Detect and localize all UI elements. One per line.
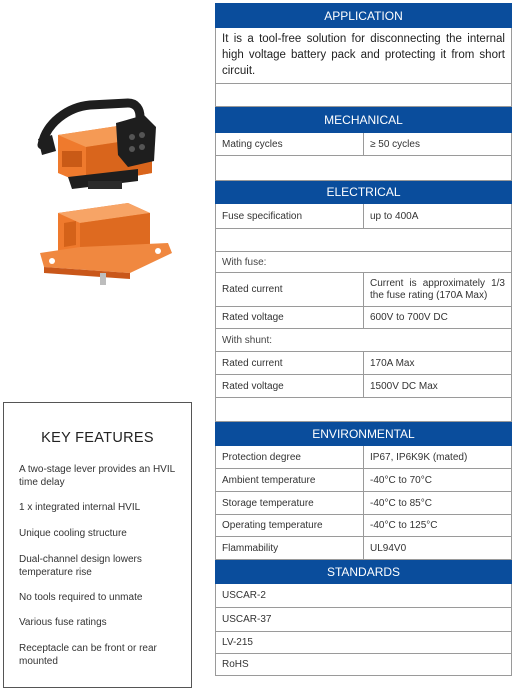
electrical-header: ELECTRICAL [216,181,512,204]
shunt-rated-voltage-label: Rated voltage [216,375,364,398]
empty-row [216,84,512,107]
protection-degree-value: IP67, IP6K9K (mated) [364,446,512,469]
key-features-box [3,402,192,688]
application-header: APPLICATION [216,4,512,28]
standard-item: LV-215 [216,632,512,654]
empty-row [216,229,512,252]
protection-degree-label: Protection degree [216,446,364,469]
feature-item: No tools required to unmate [19,592,143,603]
feature-item: Unique cooling structure [19,528,127,539]
fuse-rated-voltage-label: Rated voltage [216,307,364,329]
connector-product-image [28,95,178,305]
standard-item: USCAR-37 [216,608,512,632]
flammability-value: UL94V0 [364,537,512,560]
fuse-rated-current-value: Current is approximately 1/3 the fuse rating (170A Max) [364,273,512,307]
shunt-rated-current-value: 170A Max [364,352,512,375]
fuse-rated-voltage-value: 600V to 700V DC [364,307,512,329]
key-features-title: KEY FEATURES [41,430,154,446]
fuse-rated-current-label: Rated current [216,273,364,307]
specification-table [215,3,512,676]
standards-header: STANDARDS [216,560,512,584]
application-text: It is a tool-free solution for disconnecting the internal high voltage battery pack and protecting it from short circuit. [216,28,512,84]
feature-item: 1 x integrated internal HVIL [19,502,141,513]
ambient-temperature-value: -40°C to 70°C [364,469,512,492]
mating-cycles-value: ≥ 50 cycles [364,133,512,156]
standard-item: RoHS [216,654,512,676]
ambient-temperature-label: Ambient temperature [216,469,364,492]
storage-temperature-label: Storage temperature [216,492,364,515]
empty-row [216,398,512,422]
standard-item: USCAR-2 [216,584,512,608]
feature-item: Various fuse ratings [19,617,107,628]
with-fuse-label: With fuse: [216,252,512,273]
feature-item: Receptacle can be front or rear mounted [19,643,157,667]
feature-item: A two-stage lever provides an HVIL time delay [19,464,175,488]
fuse-spec-value: up to 400A [364,204,512,229]
with-shunt-label: With shunt: [216,329,512,352]
operating-temperature-value: -40°C to 125°C [364,515,512,537]
mechanical-header: MECHANICAL [216,107,512,133]
environmental-header: ENVIRONMENTAL [216,422,512,446]
fuse-spec-label: Fuse specification [216,204,364,229]
operating-temperature-label: Operating temperature [216,515,364,537]
flammability-label: Flammability [216,537,364,560]
shunt-rated-voltage-value: 1500V DC Max [364,375,512,398]
feature-item: Dual-channel design lowers temperature rise [19,554,142,578]
empty-row [216,156,512,181]
shunt-rated-current-label: Rated current [216,352,364,375]
storage-temperature-value: -40°C to 85°C [364,492,512,515]
mating-cycles-label: Mating cycles [216,133,364,156]
